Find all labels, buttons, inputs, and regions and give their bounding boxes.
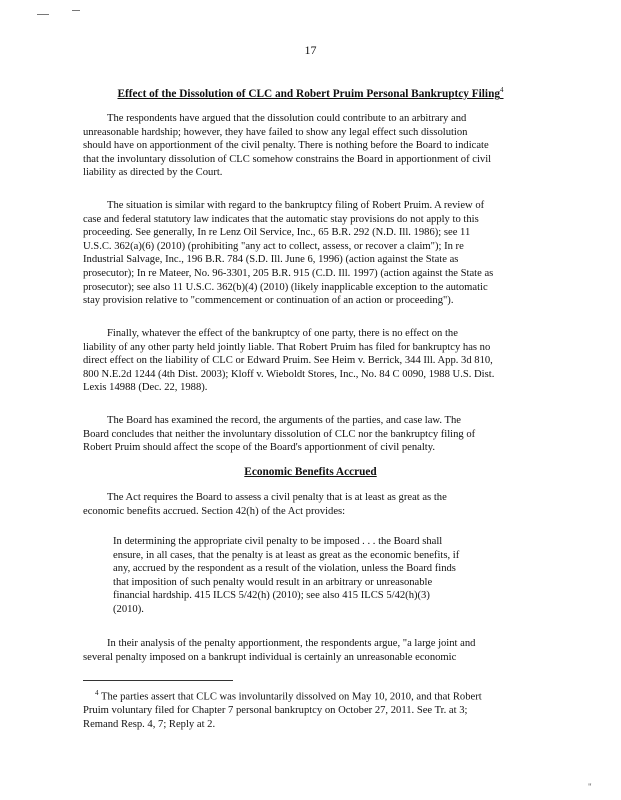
paragraph-dissolution: The respondents have argued that the dissolution could contribute to an arbitrary and unreasonable hardship; however, they have failed to show any legal effect such dissolution should have on apportionment of the civil penalty. There is nothing before the Board to indicate that the involuntary dissolution of CLC somehow constrains the Board in apportionment of civil liability as directed by the Court.: [83, 113, 492, 179]
section-heading-dissolution: Effect of the Dissolution of CLC and Robert Pruim Personal Bankruptcy Filing$^4$: [117, 86, 504, 100]
corner-mark: ": [588, 782, 592, 792]
paragraph-joint-liability: Finally, whatever the effect of the bankruptcy of one party, there is no effect on the liability of any other party held jointly liable. That Robert Pruim has filed for bankruptcy has no direct effect on the liability of CLC or Edward Pruim. See Heim v. Berrick, 344 Ill. App. 3d 810, 800 N.E.2d 1244 (4th Dist. 2003); Kloff v. Wieboldt Stores, Inc., No. 84 C 0090, 1988 U.S. Dist. Lexis 14988 (Dec. 22, 1988).: [83, 328, 495, 394]
footnote: $^4$ The parties assert that CLC was involuntarily dissolved on May 10, 2010, and that Robert Pruim voluntary filed for Chapter 7 personal bankruptcy on October 27, 2011. See Tr. at 3; Remand Resp. 4, 7; Reply at 2.: [83, 689, 482, 730]
paragraph-penalty-apportionment: In their analysis of the penalty apportionment, the respondents argue, "a large joint and several penalty imposed on a bankrupt individual is certainly an unreasonable economic: [83, 638, 476, 663]
scan-artifact: [37, 14, 49, 15]
section-heading-economic-benefits: Economic Benefits Accrued: [244, 466, 377, 478]
footnote-marker: 4: [95, 689, 99, 697]
scan-artifact: [72, 10, 80, 11]
paragraph-act-requirement: The Act requires the Board to assess a civil penalty that is at least as great as the economic benefits accrued. Section 42(h) of the Act provides:: [83, 492, 447, 517]
paragraph-bankruptcy: The situation is similar with regard to the bankruptcy filing of Robert Pruim. A review of case and federal statutory law indicates that the automatic stay provisions do not apply to this proceeding. See generally, In re Lenz Oil Service, Inc., 65 B.R. 292 (N.D. Ill. 1986); see 11 U.S.C. 362(a)(6) (2010) (prohibiting "any act to collect, assess, or recover a claim"); In re Industrial Salvage, Inc., 196 B.R. 784 (S.D. Ill. June 6, 1996) (action against the State as prosecutor); In re Mateer, No. 96-3301, 205 B.R. 915 (C.D. Ill. 1997) (action against the State as prosecutor); see also 11 U.S.C. 362(b)(4) (2010) (likely inapplicable exception to the automatic stay provision relative to "commencement or continuation of an action or proceeding").: [83, 200, 494, 307]
paragraph-board-conclusion: The Board has examined the record, the arguments of the parties, and case law. The Board concludes that neither the involuntary dissolution of CLC nor the bankruptcy filing of Robert Pruim should affect the scope of the Board's apportionment of civil penalty.: [83, 415, 476, 454]
page-number: 17: [304, 43, 317, 57]
footnote-divider: [83, 680, 233, 681]
block-quote-statute: In determining the appropriate civil penalty to be imposed . . . the Board shall ensure, in all cases, that the penalty is at least as great as the economic benefits, if any, accrued by the respondent as a result of the violation, unless the Board finds that imposition of such penalty would result in an arbitrary or unreasonable financial hardship. 415 ILCS 5/42(h) (2010); see also 415 ILCS 5/42(h)(3) (2010).: [113, 536, 460, 615]
footnote-ref: 4: [500, 86, 504, 94]
